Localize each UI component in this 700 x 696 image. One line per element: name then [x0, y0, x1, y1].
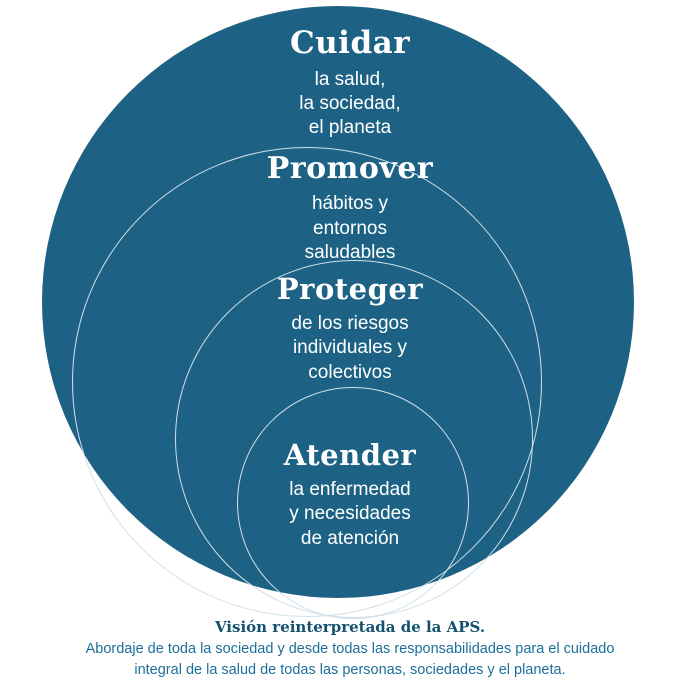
- ring-label-cuidar: [0, 24, 700, 141]
- caption-line: integral de la salud de todas las personas, sociedades y el planeta.: [134, 662, 566, 679]
- ring-body-promover: [0, 192, 700, 265]
- ring-title-promover: Promover: [266, 151, 434, 186]
- ring-body-line: la sociedad,: [299, 92, 401, 114]
- caption-title: Visión reinterpretada de la APS.: [214, 618, 486, 636]
- ring-title-proteger: Proteger: [276, 272, 424, 306]
- ring-label-proteger: [0, 271, 700, 385]
- ring-body-cuidar: [0, 68, 700, 141]
- ring-body-line: individuales y: [292, 337, 408, 359]
- ring-body-proteger: [0, 312, 700, 385]
- ring-body-line: entornos: [313, 217, 387, 239]
- ring-label-promover: [0, 150, 700, 265]
- caption-line: Abordaje de toda la sociedad y desde todas las responsabilidades para el cuidado: [85, 641, 615, 657]
- ring-body-line: de atención: [300, 527, 400, 549]
- ring-body-line: colectivos: [308, 361, 392, 383]
- ring-body-line: la enfermedad: [289, 479, 411, 501]
- caption-body: [0, 639, 700, 681]
- ring-title-cuidar: Cuidar: [289, 25, 411, 61]
- ring-body-line: de los riesgos: [291, 313, 409, 335]
- ring-label-atender: [0, 437, 700, 551]
- ring-body-line: saludables: [304, 242, 396, 264]
- ring-body-line: hábitos y: [311, 193, 389, 215]
- ring-title-atender: Atender: [283, 438, 417, 472]
- ring-body-line: y necesidades: [289, 503, 411, 525]
- diagram-caption: [0, 618, 700, 681]
- ring-body-line: el planeta: [308, 117, 392, 139]
- ring-body-line: la salud,: [314, 68, 386, 90]
- ring-body-atender: [0, 478, 700, 551]
